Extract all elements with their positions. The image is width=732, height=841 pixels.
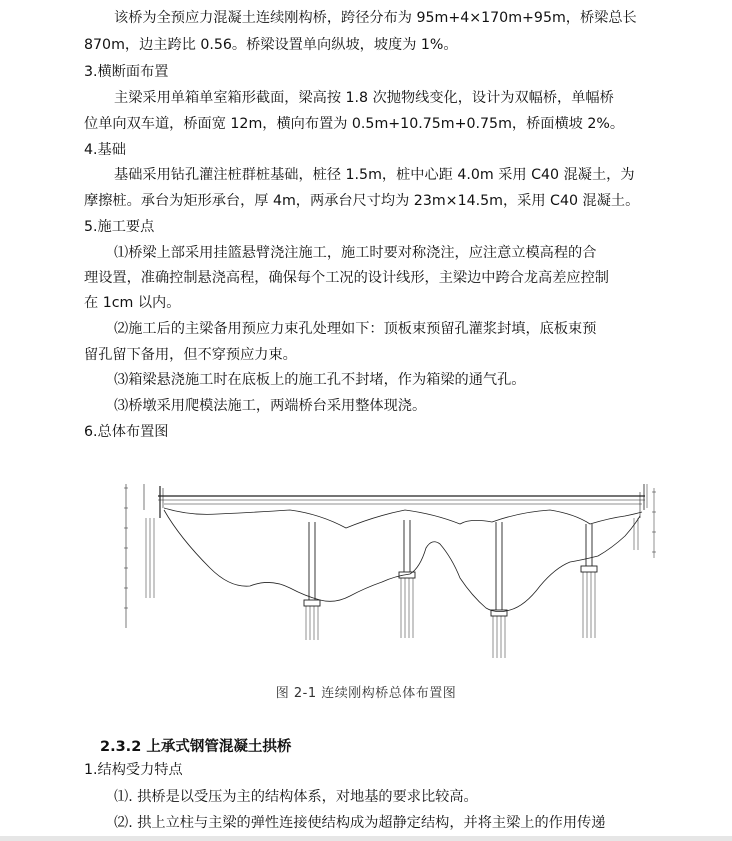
paragraph-foundation-line2: 摩擦桩。承台为矩形承台，厚 4m，两承台尺寸均为 23m×14.5m，采用 C40 混凝土。: [84, 193, 640, 209]
heading-cross-section: 3.横断面布置: [84, 64, 169, 80]
construction-item4: ⑶桥墩采用爬模法施工，两端桥台采用整体现浇。: [114, 398, 427, 414]
page-bottom-edge: [0, 836, 732, 841]
heading-foundation: 4.基础: [84, 142, 126, 158]
paragraph-foundation-line1: 基础采用钻孔灌注桩群桩基础，桩径 1.5m，桩中心距 4.0m 采用 C40 混凝土，为: [114, 167, 635, 183]
behavior-item2: ⑵. 拱上立柱与主梁的弹性连接使结构成为超静定结构，并将主梁上的作用传递: [114, 815, 606, 831]
paragraph-cross-section-line2: 位单向双车道，桥面宽 12m，横向布置为 0.5m+10.75m+0.75m，桥面横坡 2%。: [84, 116, 625, 132]
behavior-item1: ⑴. 拱桥是以受压为主的结构体系，对地基的要求比较高。: [114, 789, 478, 805]
construction-item1-line1: ⑴桥梁上部采用挂篮悬臂浇注施工，施工时要对称浇注，应注意立模高程的合: [114, 245, 597, 261]
paragraph-span-layout-line1: 该桥为全预应力混凝土连续刚构桥，跨径分布为 95m+4×170m+95m，桥梁总长: [114, 10, 637, 26]
bridge-layout-drawing: [120, 478, 660, 668]
construction-item1-line2: 理设置，准确控制悬浇高程，确保每个工况的设计线形，主梁边中跨合龙高差应控制: [84, 270, 609, 286]
section-title: 2.3.2 上承式钢管混凝土拱桥: [100, 739, 292, 755]
paragraph-cross-section-line1: 主梁采用单箱单室箱形截面，梁高按 1.8 次抛物线变化，设计为双幅桥，单幅桥: [114, 90, 614, 106]
heading-general-layout: 6.总体布置图: [84, 424, 169, 440]
heading-construction: 5.施工要点: [84, 219, 155, 235]
construction-item2-line2: 留孔留下备用，但不穿预应力束。: [84, 347, 297, 363]
figure-caption: 图 2-1 连续刚构桥总体布置图: [275, 686, 457, 701]
construction-item1-line3: 在 1cm 以内。: [84, 295, 181, 311]
construction-item2-line1: ⑵施工后的主梁备用预应力束孔处理如下：顶板束预留孔灌浆封填，底板束预: [114, 321, 597, 337]
heading-structural-behavior: 1.结构受力特点: [84, 762, 183, 778]
construction-item3: ⑶箱梁悬浇施工时在底板上的施工孔不封堵，作为箱梁的通气孔。: [114, 372, 526, 388]
paragraph-span-layout-line2: 870m，边主跨比 0.56。桥梁设置单向纵坡，坡度为 1%。: [84, 37, 458, 53]
